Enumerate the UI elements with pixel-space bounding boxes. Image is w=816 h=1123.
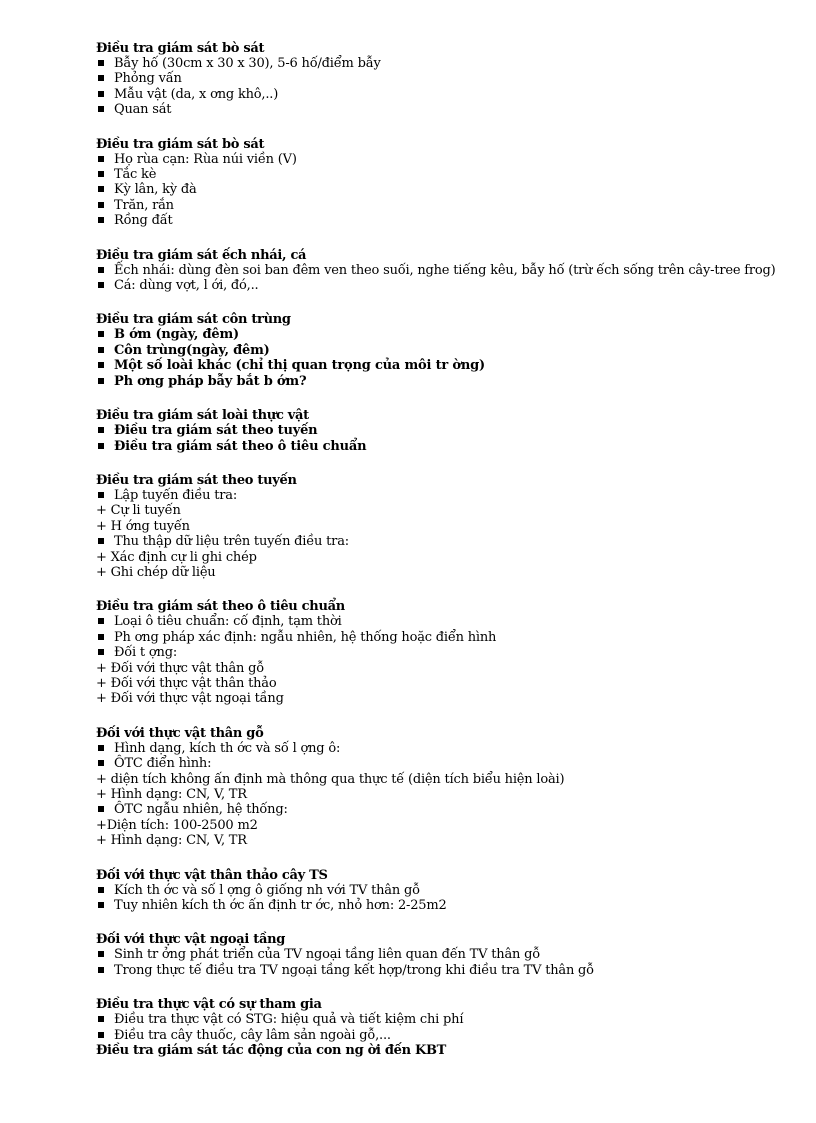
item-text: Quan sát — [114, 102, 172, 118]
square-bullet-icon — [98, 106, 104, 112]
item-text: +Diện tích: 100-2500 m2 — [96, 817, 258, 833]
square-bullet-icon — [98, 282, 104, 288]
bullet-item — [96, 488, 796, 503]
section — [96, 41, 796, 118]
item-text: Kích th ớc và số l ợng ô giống nh với TV thân gỗ — [114, 882, 420, 898]
sub-item — [96, 818, 796, 833]
item-text: Côn trùng(ngày, đêm) — [114, 342, 270, 358]
item-text: Đối t ợng: — [114, 645, 177, 661]
sub-item — [96, 772, 796, 787]
square-bullet-icon — [98, 362, 104, 368]
bullet-item — [96, 167, 796, 182]
bullet-item — [96, 152, 796, 167]
item-text: Tuy nhiên kích th ớc ấn định tr ớc, nhỏ hơn: 2-25m2 — [114, 898, 447, 914]
section — [96, 932, 796, 978]
section-heading: Điều tra giám sát ếch nhái, cá — [96, 247, 307, 263]
section-heading: Điều tra giám sát côn trùng — [96, 312, 291, 328]
square-bullet-icon — [98, 1032, 104, 1038]
bullet-item — [96, 947, 796, 962]
sub-item — [96, 676, 796, 691]
item-text: + Đối với thực vật thân gỗ — [96, 660, 264, 676]
item-text: + Xác định cự li ghi chép — [96, 549, 257, 565]
bullet-item — [96, 263, 796, 278]
item-text: Kỳ lân, kỳ đà — [114, 182, 197, 198]
bullet-item — [96, 802, 796, 817]
bullet-item — [96, 645, 796, 660]
item-text: + Ghi chép dữ liệu — [96, 564, 216, 580]
section — [96, 599, 796, 706]
square-bullet-icon — [98, 618, 104, 624]
item-text: Sinh tr ởng phát triển của TV ngoại tầng liên quan đến TV thân gỗ — [114, 947, 540, 963]
item-text: Một số loài khác (chỉ thị quan trọng của môi tr ờng) — [114, 358, 485, 374]
square-bullet-icon — [98, 902, 104, 908]
section-heading: Điều tra giám sát loài thực vật — [96, 408, 309, 424]
item-text: ÔTC điển hình: — [114, 756, 212, 772]
item-text: Rồng đất — [114, 213, 173, 229]
item-text: Trong thực tế điều tra TV ngoại tầng kết hợp/trong khi điều tra TV thân gỗ — [114, 962, 594, 978]
bullet-item — [96, 883, 796, 898]
square-bullet-icon — [98, 91, 104, 97]
section-heading: Điều tra giám sát bò sát — [96, 41, 265, 56]
square-bullet-icon — [98, 443, 104, 449]
item-text: + Hình dạng: CN, V, TR — [96, 787, 247, 802]
item-text: + diện tích không ấn định mà thông qua thực tế (diện tích biểu hiện loài) — [96, 771, 565, 787]
bullet-item — [96, 198, 796, 213]
bullet-item — [96, 741, 796, 756]
square-bullet-icon — [98, 186, 104, 192]
item-text: Ph ơng pháp bẫy bắt b ớm? — [114, 373, 307, 389]
section — [96, 868, 796, 914]
item-text: Điều tra giám sát theo ô tiêu chuẩn — [114, 438, 367, 454]
item-text: Điều tra thực vật có STG: hiệu quả và tiết kiệm chi phí — [114, 1012, 464, 1028]
item-text: Cá: dùng vợt, l ới, đó,.. — [114, 278, 259, 294]
item-text: Họ rùa cạn: Rùa núi viền (V) — [114, 151, 297, 167]
square-bullet-icon — [98, 634, 104, 640]
section — [96, 408, 796, 454]
section — [96, 473, 796, 580]
bullet-item — [96, 71, 796, 86]
section — [96, 726, 796, 849]
bullet-item — [96, 423, 796, 438]
section — [96, 312, 796, 389]
document-page — [96, 41, 796, 1058]
sub-item — [96, 661, 796, 676]
bullet-item — [96, 534, 796, 549]
square-bullet-icon — [98, 427, 104, 433]
bullet-item — [96, 1012, 796, 1027]
bullet-item — [96, 439, 796, 454]
square-bullet-icon — [98, 967, 104, 973]
bullet-item — [96, 343, 796, 358]
square-bullet-icon — [98, 60, 104, 66]
section-heading: Đối với thực vật ngoại tầng — [96, 932, 286, 948]
item-text: Ph ơng pháp xác định: ngẫu nhiên, hệ thống hoặc điển hình — [114, 629, 497, 645]
item-text: Trăn, rắn — [114, 197, 174, 213]
item-text: + H ớng tuyến — [96, 518, 190, 534]
bullet-item — [96, 614, 796, 629]
item-text: Phỏng vấn — [114, 71, 182, 87]
item-text: Điều tra cây thuốc, cây lâm sản ngoài gỗ,... — [114, 1027, 391, 1043]
square-bullet-icon — [98, 347, 104, 353]
square-bullet-icon — [98, 156, 104, 162]
section — [96, 997, 796, 1043]
square-bullet-icon — [98, 267, 104, 273]
section-heading: Điều tra giám sát tác động của con ng ời đến KBT — [96, 1043, 447, 1059]
sub-item — [96, 519, 796, 534]
item-text: + Hình dạng: CN, V, TR — [96, 833, 247, 849]
item-text: Loại ô tiêu chuẩn: cố định, tạm thời — [114, 614, 342, 630]
square-bullet-icon — [98, 171, 104, 177]
section — [96, 1043, 796, 1058]
bullet-item — [96, 327, 796, 342]
sub-item — [96, 833, 796, 848]
item-text: + Đối với thực vật ngoại tầng — [96, 691, 284, 707]
bullet-item — [96, 963, 796, 978]
sub-item — [96, 691, 796, 706]
bullet-item — [96, 182, 796, 197]
bullet-item — [96, 358, 796, 373]
section-heading: Điều tra giám sát theo ô tiêu chuẩn — [96, 599, 345, 615]
square-bullet-icon — [98, 951, 104, 957]
bullet-item — [96, 278, 796, 293]
section-heading: Đối với thực vật thân gỗ — [96, 725, 264, 741]
bullet-item — [96, 87, 796, 102]
item-text: Ếch nhái: dùng đèn soi ban đêm ven theo suối, nghe tiếng kêu, bẫy hố (trừ ếch sống trên cây-tree frog) — [114, 262, 776, 278]
square-bullet-icon — [98, 1016, 104, 1022]
bullet-item — [96, 1028, 796, 1043]
item-text: Thu thập dữ liệu trên tuyến điều tra: — [114, 534, 349, 550]
bullet-item — [96, 102, 796, 117]
square-bullet-icon — [98, 806, 104, 812]
square-bullet-icon — [98, 202, 104, 208]
square-bullet-icon — [98, 745, 104, 751]
item-text: Lập tuyến điều tra: — [114, 487, 238, 503]
sub-item — [96, 565, 796, 580]
bullet-item — [96, 56, 796, 71]
section — [96, 248, 796, 294]
square-bullet-icon — [98, 649, 104, 655]
item-text: + Đối với thực vật thân thảo — [96, 675, 277, 691]
item-text: B ớm (ngày, đêm) — [114, 327, 240, 343]
sub-item — [96, 787, 796, 802]
item-text: Tắc kè — [114, 167, 157, 183]
square-bullet-icon — [98, 75, 104, 81]
square-bullet-icon — [98, 492, 104, 498]
item-text: Điều tra giám sát theo tuyến — [114, 423, 318, 439]
section-heading: Đối với thực vật thân thảo cây TS — [96, 867, 328, 883]
item-text: Hình dạng, kích th ớc và số l ợng ô: — [114, 740, 341, 756]
square-bullet-icon — [98, 331, 104, 337]
sub-item — [96, 503, 796, 518]
section — [96, 137, 796, 229]
square-bullet-icon — [98, 887, 104, 893]
square-bullet-icon — [98, 378, 104, 384]
bullet-item — [96, 213, 796, 228]
bullet-item — [96, 756, 796, 771]
bullet-item — [96, 630, 796, 645]
item-text: Mẫu vật (da, x ơng khô,..) — [114, 86, 279, 102]
item-text: Bẫy hố (30cm x 30 x 30), 5-6 hố/điểm bẫy — [114, 56, 381, 71]
sub-item — [96, 550, 796, 565]
bullet-item — [96, 898, 796, 913]
square-bullet-icon — [98, 538, 104, 544]
item-text: + Cự li tuyến — [96, 503, 181, 519]
section-heading: Điều tra giám sát theo tuyến — [96, 472, 297, 488]
section-heading: Điều tra giám sát bò sát — [96, 136, 265, 152]
section-heading: Điều tra thực vật có sự tham gia — [96, 997, 322, 1013]
square-bullet-icon — [98, 760, 104, 766]
item-text: ÔTC ngẫu nhiên, hệ thống: — [114, 802, 288, 818]
square-bullet-icon — [98, 217, 104, 223]
bullet-item — [96, 374, 796, 389]
